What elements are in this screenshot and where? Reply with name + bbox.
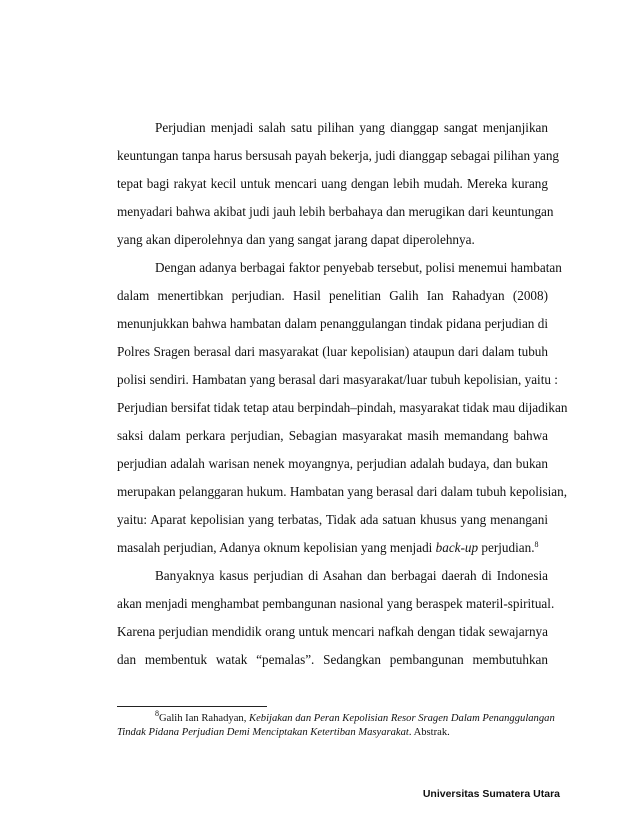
p2-line-7: saksi dalam perkara perjudian, Sebagian masyarakat masih memandang bahwa [117,428,548,443]
backup-term: back-up [435,540,479,555]
p2-line-9: merupakan pelanggaran hukum. Hambatan yang berasal dari dalam tubuh kepolisian, [117,484,568,499]
p3-line-4: dan membentuk watak “pemalas”. Sedangkan pembangunan membutuhkan [117,652,548,667]
p2-line-10: yaitu: Aparat kepolisian yang terbatas, Tidak ada satuan khusus yang menangani [117,512,548,527]
footnote-line-2 [117,726,548,739]
p2-line-5: polisi sendiri. Hambatan yang berasal dari masyarakat/luar tubuh kepolisian, yaitu : [117,372,558,387]
footnote-title-1: Kebijakan dan Peran Kepolisian Resor Sragen Dalam Penanggulangan [249,713,555,724]
footnote-author: Galih Ian Rahadyan, [159,713,250,724]
p2-line-11 [117,540,548,556]
p1-line-1: Perjudian menjadi salah satu pilihan yang dianggap sangat menjanjikan [155,120,548,135]
p1-line-2: keuntungan tanpa harus bersusah payah bekerja, judi dianggap sebagai pilihan yang [117,148,560,163]
p3-line-2: akan menjadi menghambat pembangunan nasional yang beraspek materil-spiritual. [117,596,555,611]
footnote-ref[interactable]: 8 [534,540,539,549]
p2-last-text: masalah perjudian, Adanya oknum kepolisian yang menjadi [117,540,436,555]
p2-line-1: Dengan adanya berbagai faktor penyebab tersebut, polisi menemui hambatan [155,260,562,275]
footnote-line-1 [155,709,555,725]
p1-line-5: yang akan diperolehnya dan yang sangat jarang dapat diperolehnya. [117,232,475,247]
p1-line-4: menyadari bahwa akibat judi jauh lebih berbahaya dan merugikan dari keuntungan [117,204,554,219]
p2-line-4: Polres Sragen berasal dari masyarakat (luar kepolisian) ataupun dari dalam tubuh [117,344,548,359]
footnote-rule [117,706,267,707]
footnote-number: 8 [155,709,159,718]
footer-institution: Universitas Sumatera Utara [422,788,560,800]
p3-line-3: Karena perjudian mendidik orang untuk mencari nafkah dengan tidak sewajarnya [117,624,548,639]
p2-line-6: Perjudian bersifat tidak tetap atau berpindah–pindah, masyarakat tidak mau dijadikan [117,400,568,415]
p2-line-3: menunjukkan bahwa hambatan dalam penanggulangan tindak pidana perjudian di [117,316,548,331]
footnote-title-2: Tindak Pidana Perjudian Demi Menciptakan Ketertiban Masyarakat [117,727,409,738]
p1-line-3: tepat bagi rakyat kecil untuk mencari uang dengan lebih mudah. Mereka kurang [117,176,548,191]
p2-last-suffix: perjudian. [478,540,535,555]
p3-line-1: Banyaknya kasus perjudian di Asahan dan berbagai daerah di Indonesia [155,568,548,583]
p2-line-8: perjudian adalah warisan nenek moyangnya, perjudian adalah budaya, dan bukan [117,456,548,471]
footnote-suffix: . Abstrak. [408,727,450,738]
p2-line-2: dalam menertibkan perjudian. Hasil penelitian Galih Ian Rahadyan (2008) [117,288,548,303]
